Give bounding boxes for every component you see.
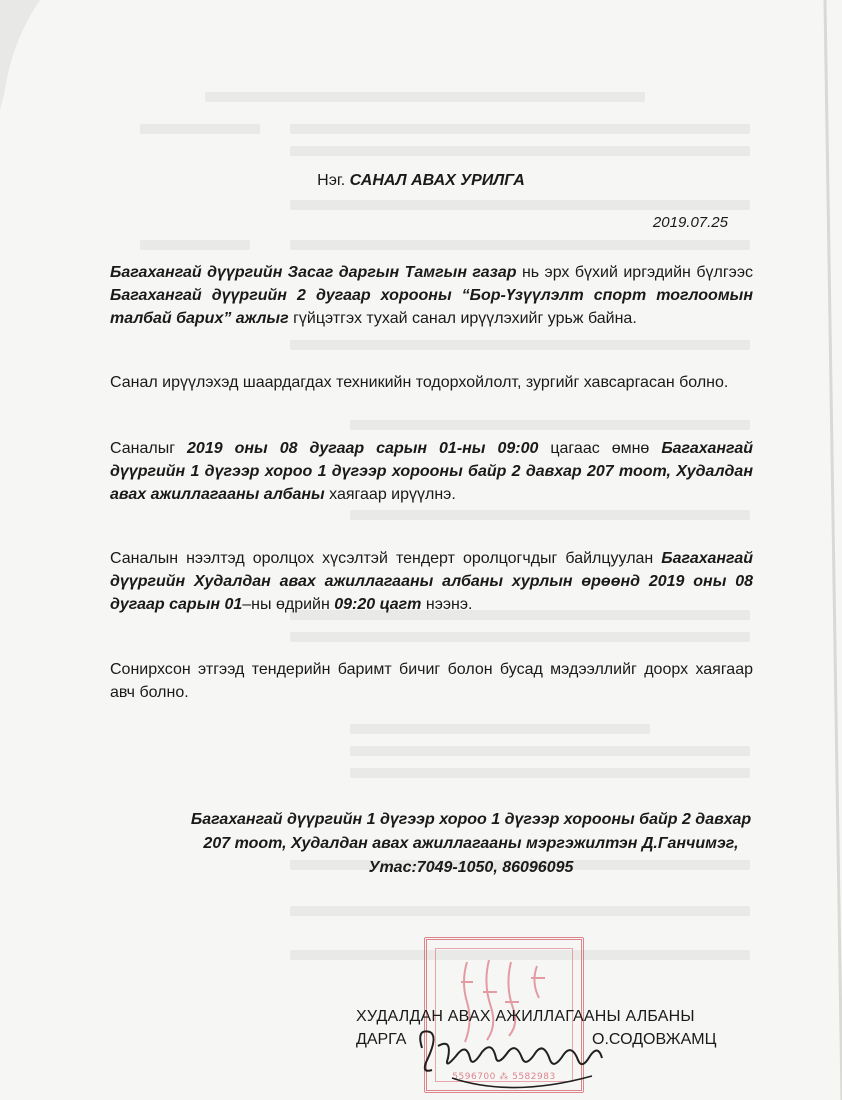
paragraph-technical-spec: Санал ирүүлэхэд шаардагдах техникийн тодорхойлолт, зургийг хавсаргасан болно. <box>110 374 729 391</box>
paragraph3-part5: хаягаар ирүүлнэ. <box>324 486 456 503</box>
paragraph4-part1: Саналын нээлтэд оролцох хүсэлтэй тендерт оролцогчдыг байлцуулан <box>110 550 662 567</box>
paragraph-submission <box>110 437 753 506</box>
stamp-number: 5596700 ⁂ 5582983 <box>452 1072 556 1082</box>
heading-prefix: Нэг. <box>317 172 350 189</box>
paragraph-invitation <box>110 261 753 330</box>
contact-address-line1: Багахангай дүүргийн 1 дүгээр хороо 1 дүгээр хорооны байр 2 давхар <box>190 811 752 828</box>
contact-address-line2: 207 тоот, Худалдан авах ажиллагааны мэргэжилтэн Д.Ганчимэг, <box>203 835 739 852</box>
paragraph1-part4: гүйцэтгэх тухай санал ирүүлэхийг урьж байна. <box>288 310 637 327</box>
paragraph4-part5: нээнэ. <box>421 596 473 613</box>
contact-phone: Утас:7049-1050, 86096095 <box>368 859 574 876</box>
paragraph3-part2: 2019 оны 08 дугаар сарын 01-ны 09:00 <box>187 440 539 457</box>
heading-title: САНАЛ АВАХ УРИЛГА <box>349 172 525 189</box>
signatory-title: ДАРГА <box>356 1031 407 1048</box>
document-date: 2019.07.25 <box>652 214 728 231</box>
paragraph4-part4: 09:20 цагт <box>334 596 422 613</box>
paragraph-documents: Сонирхсон этгээд тендерийн баримт бичиг болон бусад мэдээллийг доорх хаягаар авч болно. <box>110 661 753 701</box>
paragraph4-part3: –ны өдрийн <box>242 596 335 613</box>
paragraph1-part2: нь эрх бүхий иргэдийн бүлгээс <box>516 264 753 281</box>
contact-block <box>150 808 792 880</box>
paragraph-opening <box>110 547 753 616</box>
signatory-name: О.СОДОВЖАМЦ <box>592 1031 717 1048</box>
signatory-organization: ХУДАЛДАН АВАХ АЖИЛЛАГААНЫ АЛБАНЫ <box>356 1008 695 1025</box>
paragraph3-part3: цагаас өмнө <box>538 440 662 457</box>
paragraph3-part1: Саналыг <box>110 440 188 457</box>
paragraph1-part3: Багахангай дүүргийн 2 дугаар хорооны “Бор-Үзүүлэлт спорт тоглоомын талбай барих” ажлыг <box>110 287 753 327</box>
paragraph1-part1: Багахангай дүүргийн Засаг даргын Тамгын газар <box>110 264 517 281</box>
paragraph3-part4: Багахангай дүүргийн 1 дүгээр хороо 1 дүгээр хорооны байр 2 давхар 207 тоот, Худалдан авах ажиллагааны албаны <box>110 440 754 503</box>
handwritten-signature <box>412 1018 612 1098</box>
paragraph4-part2: Багахангай дүүргийн Худалдан авах ажиллагааны албаны хурлын өрөөнд 2019 оны 08 дугаар сарын 01 <box>110 550 753 613</box>
document-heading <box>0 172 842 190</box>
